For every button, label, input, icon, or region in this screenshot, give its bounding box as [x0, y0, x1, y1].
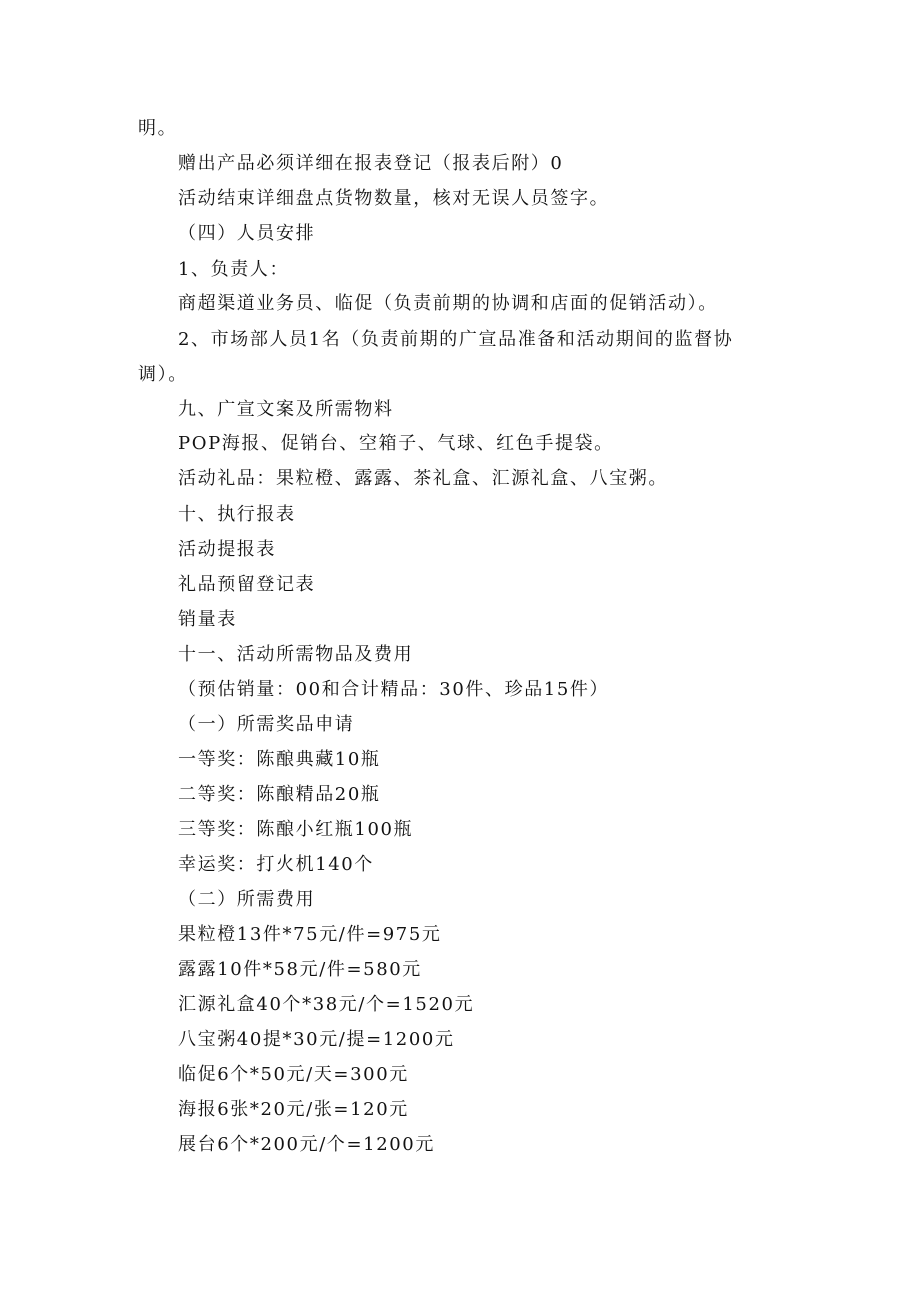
text-line: 一等奖：陈酿典藏10瓶	[178, 749, 381, 770]
text-line: 商超渠道业务员、临促（负责前期的协调和店面的促销活动）。	[178, 293, 718, 314]
text-line: 临促6个*50元/天=300元	[178, 1064, 409, 1085]
text-line: 汇源礼盒40个*38元/个=1520元	[178, 994, 475, 1015]
section-heading: （一）所需奖品申请	[178, 714, 355, 735]
text-line: 海报6张*20元/张=120元	[178, 1099, 409, 1120]
text-line: 活动结束详细盘点货物数量，核对无误人员签字。	[178, 188, 610, 209]
text-line: 果粒橙13件*75元/件=975元	[178, 924, 442, 945]
text-line: POP海报、促销台、空箱子、气球、红色手提袋。	[178, 433, 614, 454]
text-line: （预估销量：00和合计精品：30件、珍品15件）	[178, 679, 610, 700]
section-heading: 十、执行报表	[178, 504, 296, 525]
text-line: 幸运奖：打火机140个	[178, 854, 374, 875]
text-line: 销量表	[178, 609, 237, 630]
text-line: 展台6个*200元/个=1200元	[178, 1134, 435, 1155]
text-line: 赠出产品必须详细在报表登记（报表后附）0	[178, 153, 564, 174]
text-line: 明。	[138, 118, 178, 139]
section-heading: （二）所需费用	[178, 889, 316, 910]
text-line: 三等奖：陈酿小红瓶100瓶	[178, 819, 414, 840]
text-line: 2、市场部人员1名（负责前期的广宣品准备和活动期间的监督协	[178, 329, 734, 350]
text-line: 1、负责人：	[178, 259, 290, 280]
text-line: 活动提报表	[178, 539, 276, 560]
section-heading: 九、广宣文案及所需物料	[178, 399, 394, 420]
text-line: 礼品预留登记表	[178, 574, 316, 595]
text-line: 八宝粥40提*30元/提=1200元	[178, 1029, 455, 1050]
text-line: 调）。	[138, 364, 188, 385]
text-line: 二等奖：陈酿精品20瓶	[178, 784, 381, 805]
section-heading: 十一、活动所需物品及费用	[178, 644, 414, 665]
section-heading: （四）人员安排	[178, 223, 316, 244]
text-line: 活动礼品：果粒橙、露露、茶礼盒、汇源礼盒、八宝粥。	[178, 468, 668, 489]
text-line: 露露10件*58元/件=580元	[178, 959, 422, 980]
